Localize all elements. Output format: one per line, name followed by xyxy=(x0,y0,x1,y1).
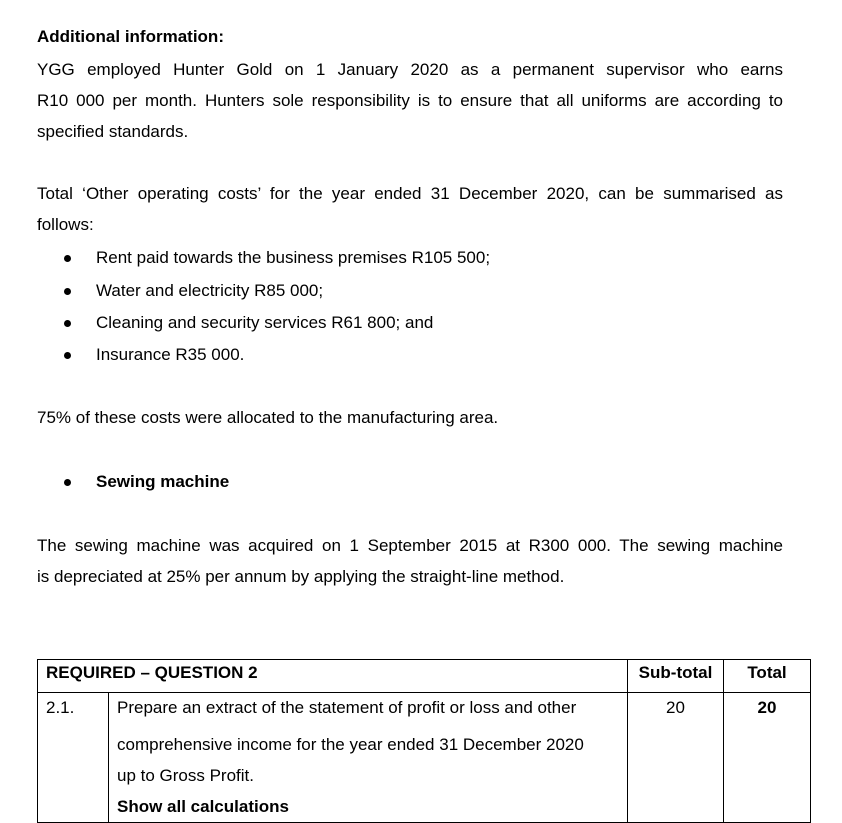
bullet-icon xyxy=(64,352,71,359)
bullet-icon xyxy=(64,255,71,262)
question-number: 2.1. xyxy=(38,693,109,823)
allocation-note: 75% of these costs were allocated to the manufacturing area. xyxy=(37,408,499,427)
table-row xyxy=(38,693,811,823)
paragraph-line: specified standards. xyxy=(37,122,189,141)
subtotal-header: Sub-total xyxy=(628,660,724,693)
paragraph-line: YGG employed Hunter Gold on 1 January 2020 as a permanent supervisor who earns xyxy=(37,60,783,79)
table-title: REQUIRED – QUESTION 2 xyxy=(38,660,628,693)
description-line: comprehensive income for the year ended 31 December 2020 xyxy=(117,735,584,754)
bullet-icon xyxy=(64,479,71,486)
section-heading: Additional information: xyxy=(37,27,224,46)
description-line: Prepare an extract of the statement of profit or loss and other xyxy=(117,698,577,717)
table-header-row xyxy=(38,660,811,693)
subtotal-value: 20 xyxy=(628,693,724,823)
paragraph-line: Total ‘Other operating costs’ for the year ended 31 December 2020, can be summarised as xyxy=(37,184,783,203)
paragraph-line: is depreciated at 25% per annum by applying the straight-line method. xyxy=(37,567,565,586)
description-line: up to Gross Profit. xyxy=(117,766,254,785)
total-value: 20 xyxy=(724,693,811,823)
bullet-icon xyxy=(64,288,71,295)
list-item: Insurance R35 000. xyxy=(96,345,245,364)
list-item: Rent paid towards the business premises R105 500; xyxy=(96,248,491,267)
total-header: Total xyxy=(724,660,811,693)
paragraph-line: The sewing machine was acquired on 1 September 2015 at R300 000. The sewing machine xyxy=(37,536,783,555)
emphasis-line: Show all calculations xyxy=(117,797,289,816)
bullet-icon xyxy=(64,320,71,327)
paragraph-line: follows: xyxy=(37,215,94,234)
question-description xyxy=(109,693,628,823)
list-item: Cleaning and security services R61 800; and xyxy=(96,313,434,332)
list-item: Water and electricity R85 000; xyxy=(96,281,324,300)
paragraph-line: R10 000 per month. Hunters sole responsibility is to ensure that all uniforms are according to xyxy=(37,91,783,110)
required-table xyxy=(37,659,811,823)
machine-heading: Sewing machine xyxy=(96,472,230,491)
